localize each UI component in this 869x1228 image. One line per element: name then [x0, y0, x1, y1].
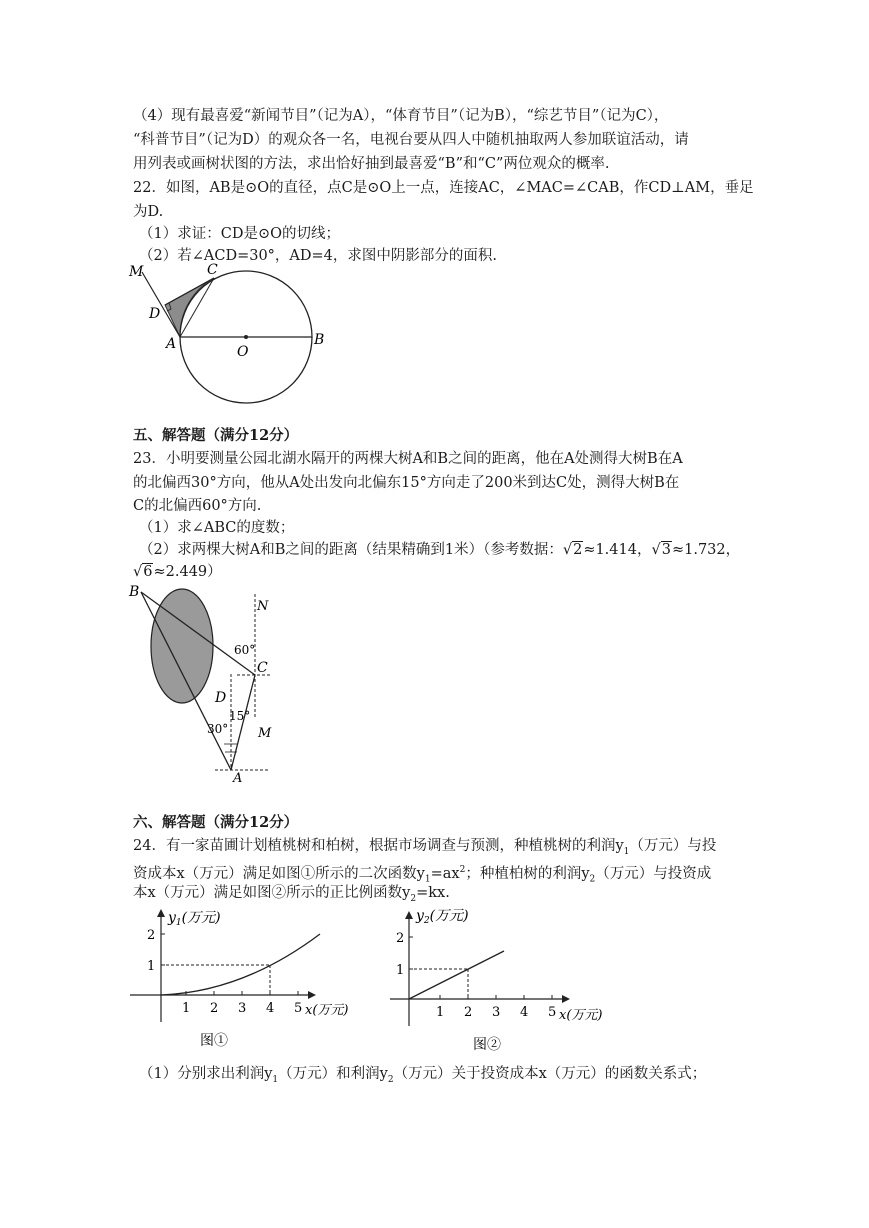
graph1-xtick-2: 2 — [210, 1001, 219, 1016]
label-o: O — [237, 344, 249, 360]
graph2-xtick-4: 4 — [520, 1005, 529, 1020]
graph1-caption: 图① — [200, 1033, 228, 1049]
label-b: B — [129, 584, 140, 600]
shaded-region — [165, 278, 214, 337]
graph2-ylabel: $y_2$(万元) — [416, 908, 469, 926]
graph1-xtick-5: 5 — [294, 1001, 303, 1016]
graph1-ytick-2: 2 — [147, 928, 156, 943]
q23-line2: 的北偏西30°方向，他从A处出发向北偏东15°方向走了200米到达C处，测得大树B在 — [133, 475, 680, 491]
graph1-xtick-4: 4 — [266, 1001, 275, 1016]
q23-part1: （1）求∠ABC的度数； — [139, 520, 295, 536]
label-c: C — [257, 660, 268, 676]
graph2-xlabel: x(万元) — [559, 1008, 603, 1023]
graph2-xtick-5: 5 — [548, 1005, 557, 1020]
q21-part4-line3: 用列表或画树状图的方法，求出恰好抽到最喜爱“B”和“C”两位观众的概率. — [133, 156, 610, 172]
graph2-xtick-1: 1 — [436, 1005, 445, 1020]
graph2-ytick-2: 2 — [396, 931, 405, 946]
q24-graph2 — [385, 904, 625, 1056]
graph1-xlabel: x(万元) — [305, 1003, 349, 1018]
graph1-parabola — [161, 934, 320, 995]
graph1-ytick-1: 1 — [147, 959, 156, 974]
angle-30: 30° — [207, 722, 229, 736]
q23-part2: （2）求两棵大树A和B之间的距离（结果精确到1米）（参考数据：√2≈1.414，√3≈1.732， — [139, 542, 741, 558]
q23-line3: C的北偏西60°方向. — [133, 498, 262, 514]
label-a: A — [166, 336, 177, 352]
label-c: C — [207, 262, 218, 278]
angle-15: 15° — [229, 709, 251, 723]
graph2-ytick-1: 1 — [396, 963, 405, 978]
section6-heading: 六、解答题（满分12分） — [133, 814, 299, 831]
graph1-ylabel: $y_1$(万元) — [168, 910, 221, 928]
label-n: N — [257, 599, 269, 614]
section5-heading: 五、解答题（满分12分） — [133, 427, 299, 444]
q24-graph1 — [128, 904, 368, 1052]
label-m: M — [129, 264, 144, 280]
angle-60: 60° — [234, 643, 256, 657]
graph2-line — [409, 951, 504, 999]
label-d: D — [215, 690, 227, 706]
q22-part2: （2）若∠ACD=30°，AD=4，求图中阴影部分的面积. — [139, 248, 497, 264]
q24-line1: 24．有一家苗圃计划植桃树和柏树，根据市场调查与预测，种植桃树的利润$y_1$（万元）与投 — [133, 838, 717, 857]
graph1-xtick-3: 3 — [238, 1001, 247, 1016]
q23-part2-cont: √6≈2.449） — [133, 564, 222, 580]
q21-part4-line1: （4）现有最喜爱“新闻节目”（记为A），“体育节目”（记为B），“综艺节目”（记为C）， — [133, 108, 669, 124]
graph2-xtick-3: 3 — [492, 1005, 501, 1020]
q22-line1: 22．如图，AB是⊙O的直径，点C是⊙O上一点，连接AC，∠MAC=∠CAB，作CD⊥AM，垂足 — [133, 180, 754, 196]
q24-part1: （1）分别求出利润$y_1$（万元）和利润$y_2$（万元）关于投资成本x（万元）的函数关系式； — [139, 1066, 707, 1085]
graph2-caption: 图② — [473, 1037, 501, 1053]
q21-part4-line2: “科普节目”（记为D）的观众各一名，电视台要从四人中随机抽取两人参加联谊活动，请 — [133, 132, 689, 148]
center-o-dot — [244, 335, 248, 339]
label-a: A — [233, 771, 243, 786]
q23-lake-figure — [125, 584, 285, 784]
q24-line3: 本x（万元）满足如图②所示的正比例函数$y_2=kx$. — [133, 885, 450, 904]
q23-line1: 23．小明要测量公园北湖水隔开的两棵大树A和B之间的距离，他在A处测得大树B在A — [133, 451, 683, 467]
q22-part1: （1）求证：CD是⊙O的切线； — [139, 226, 340, 242]
q22-line2: 为D. — [133, 204, 164, 220]
label-d: D — [149, 306, 161, 322]
graph1-xtick-1: 1 — [182, 1001, 191, 1016]
q22-circle-figure — [125, 262, 335, 412]
label-b: B — [314, 332, 325, 348]
label-m: M — [258, 726, 272, 741]
q24-line2: 资成本x（万元）满足如图①所示的二次函数$y_1=ax^2$；种植柏树的利润$y_2$（万元）与投资成 — [133, 865, 712, 885]
graph2-xtick-2: 2 — [464, 1005, 473, 1020]
